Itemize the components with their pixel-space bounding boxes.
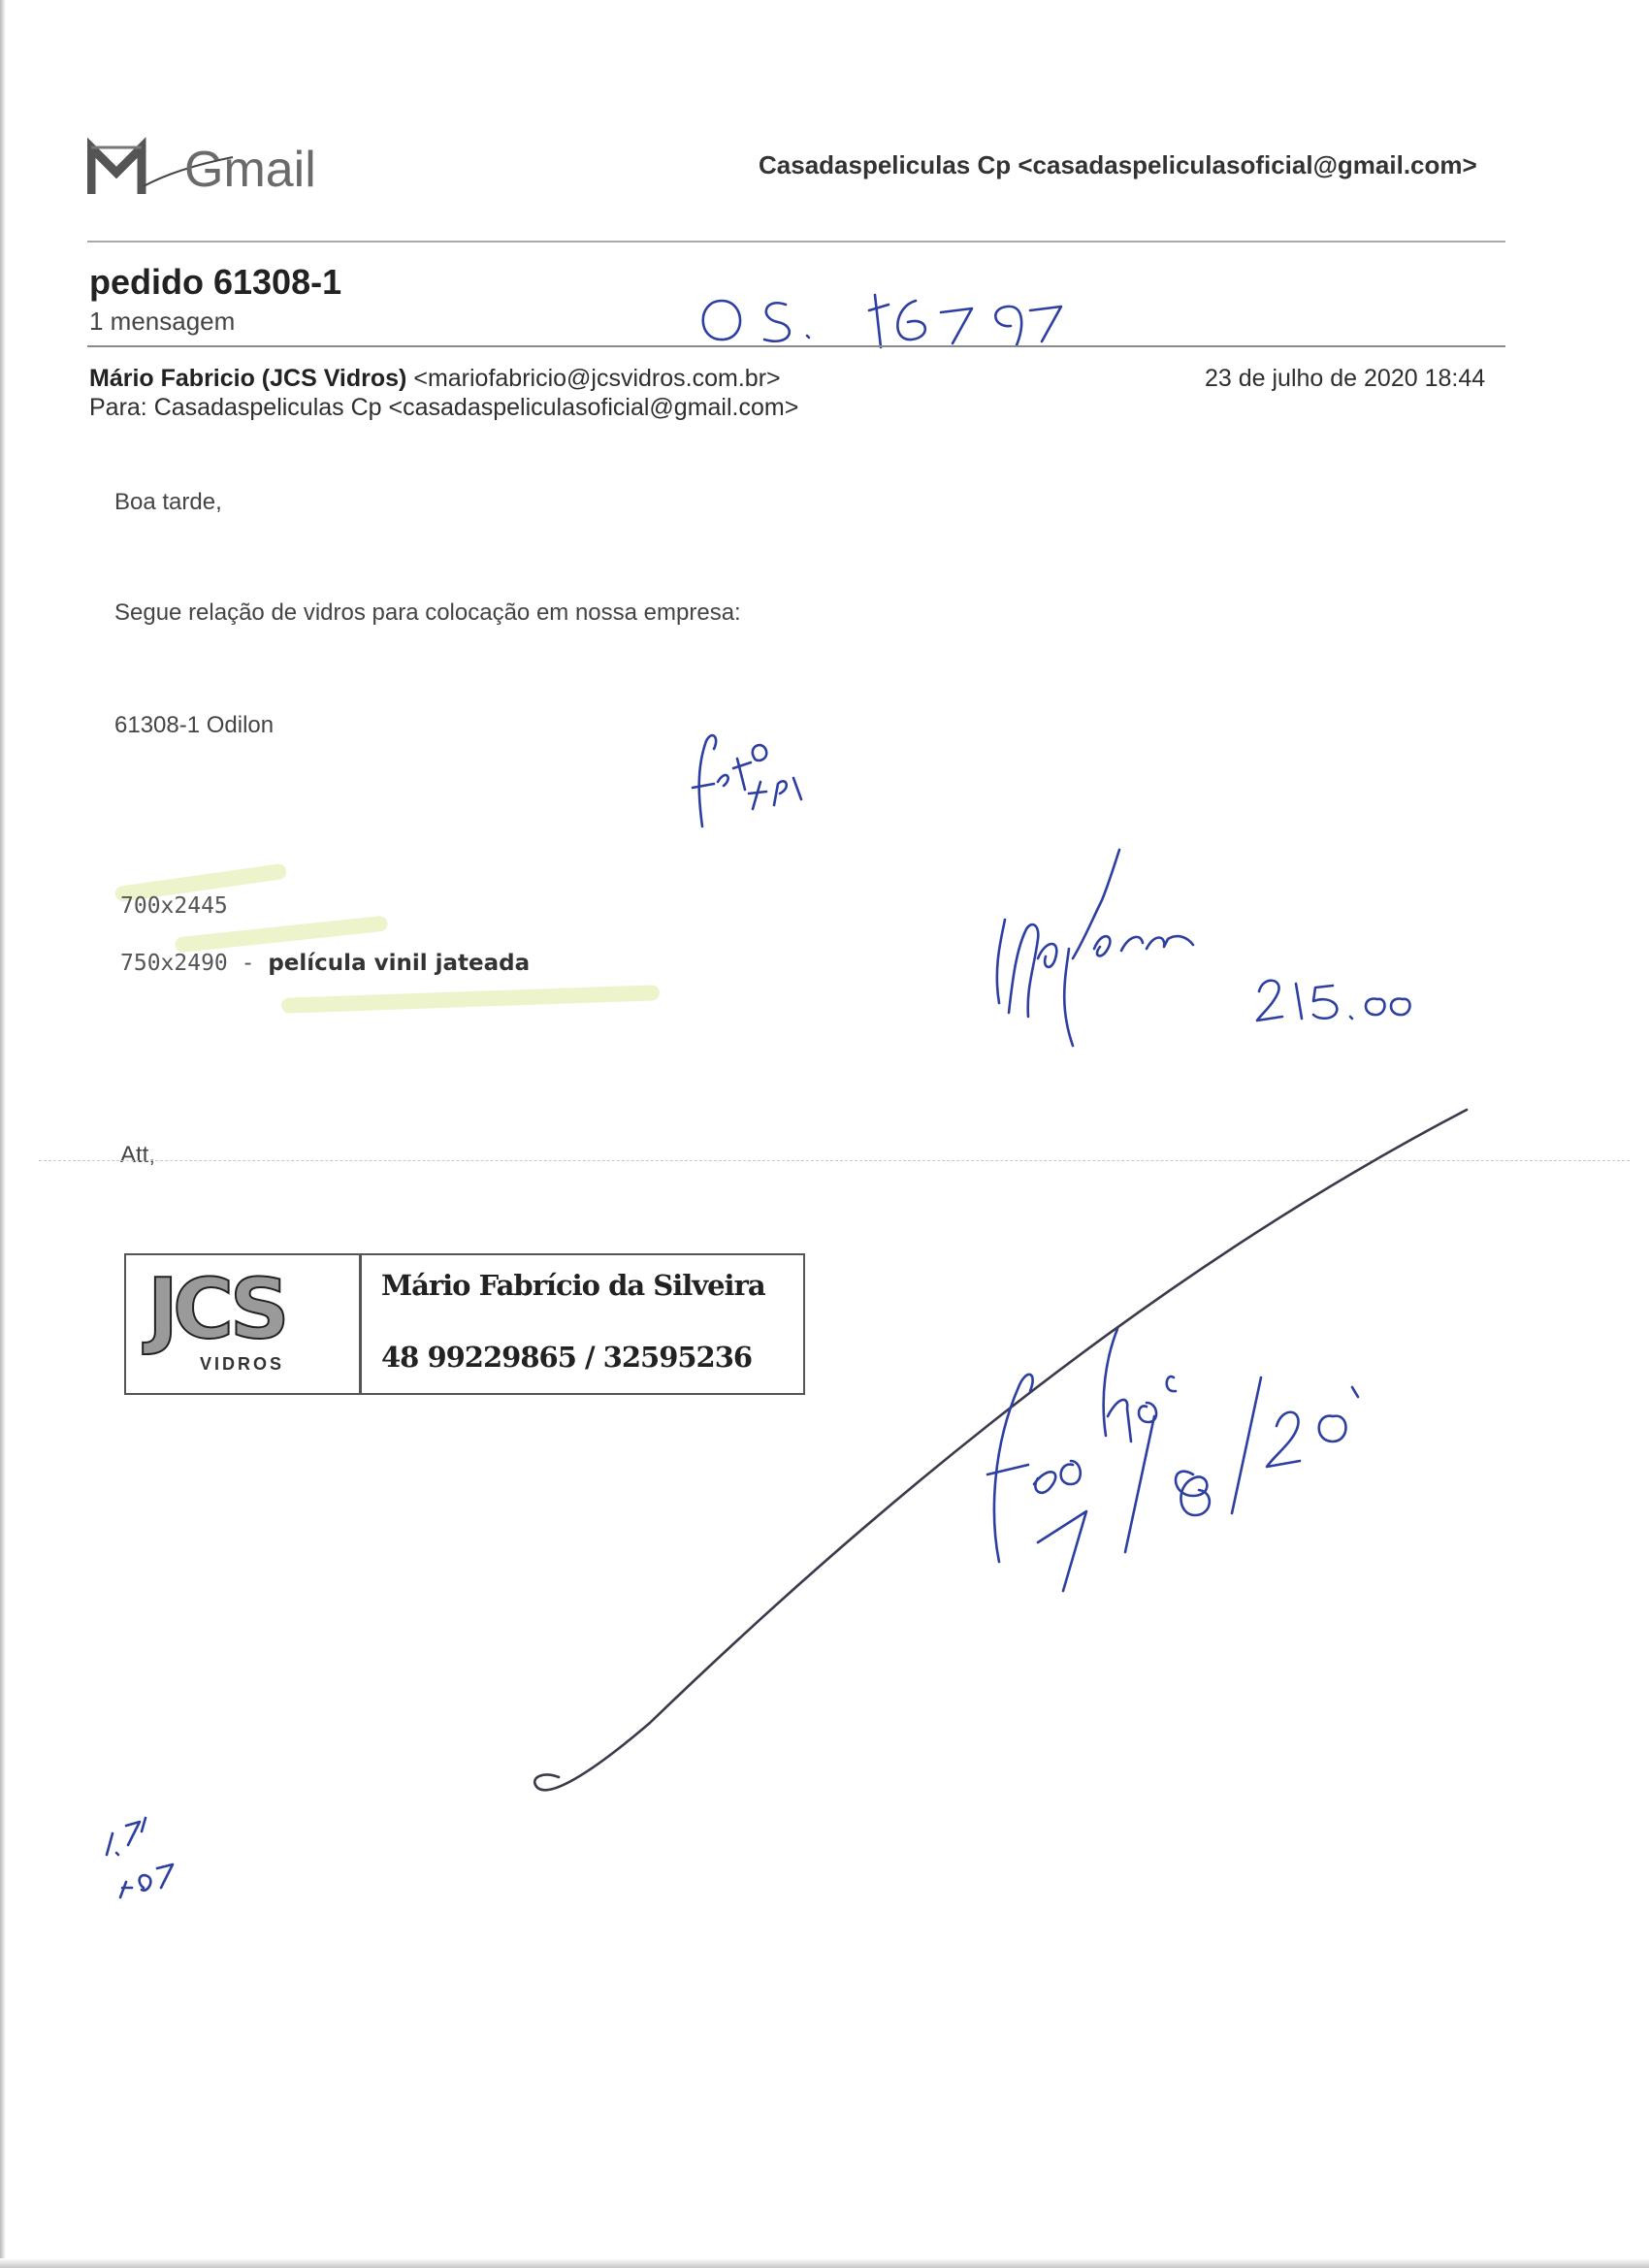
greeting: Boa tarde,	[114, 489, 222, 515]
signature-phones: 48 99229865 / 32595236	[381, 1341, 753, 1374]
signature-name: Mário Fabrício da Silveira	[381, 1269, 765, 1302]
to-address: Casadaspeliculas Cp <casadaspeliculasoficial@gmail.com>	[153, 394, 799, 421]
message-date: 23 de julho de 2020 18:44	[1205, 365, 1486, 392]
item-row	[120, 893, 228, 919]
gmail-logo-text: Gmail	[184, 142, 316, 198]
intro-text: Segue relação de vidros para colocação em nossa empresa:	[114, 599, 741, 626]
jcs-logo-text: JCS	[147, 1261, 284, 1358]
gmail-logo	[87, 136, 359, 204]
item-description: película vinil jateada	[268, 951, 531, 976]
item-dimensions: 750x2490	[120, 951, 228, 976]
message-recipient	[89, 394, 798, 422]
item-dimensions: 700x2445	[120, 893, 228, 919]
divider	[87, 345, 1505, 347]
message-sender	[89, 365, 781, 393]
jcs-vidros-logo	[126, 1255, 362, 1393]
jcs-logo-subtext: VIDROS	[200, 1354, 285, 1374]
handwritten-calculation	[93, 1804, 200, 1911]
scan-bottom-shadow	[0, 2258, 1649, 2268]
to-label: Para:	[89, 394, 147, 421]
closing: Att,	[120, 1142, 156, 1168]
item-row: 750x2490 - película vinil jateada	[120, 951, 531, 976]
divider	[87, 241, 1505, 243]
account-address: Casadaspeliculas Cp <casadaspeliculasoficial@gmail.com>	[759, 150, 1477, 179]
scan-edge-shadow	[0, 0, 6, 2268]
handwritten-note-feito	[685, 729, 821, 836]
handwritten-price	[1253, 970, 1418, 1028]
sender-email: <mariofabricio@jcsvidros.com.br>	[413, 365, 781, 392]
handwritten-date-note	[970, 1271, 1377, 1581]
message-count: 1 mensagem	[89, 307, 236, 336]
highlighter-mark	[175, 916, 388, 954]
highlighter-mark	[281, 985, 660, 1014]
subject-title: pedido 61308-1	[89, 262, 342, 302]
handwritten-signature	[987, 842, 1230, 1055]
sender-name: Mário Fabricio (JCS Vidros)	[89, 365, 407, 392]
order-reference: 61308-1 Odilon	[114, 712, 275, 738]
